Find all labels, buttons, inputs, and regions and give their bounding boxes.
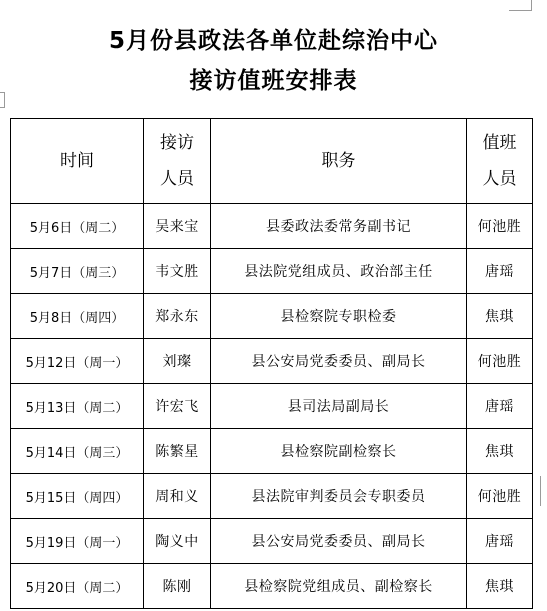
cell-name: 郑永东 <box>144 294 211 339</box>
margin-marker <box>540 476 545 506</box>
cell-date: 5月6日（周二） <box>11 204 144 249</box>
cell-name: 刘璨 <box>144 339 211 384</box>
cell-date: 5月13日（周二） <box>11 384 144 429</box>
cell-duty: 焦琪 <box>467 429 533 474</box>
schedule-table <box>10 118 533 609</box>
cell-duty: 唐瑶 <box>467 249 533 294</box>
table-row <box>11 384 533 429</box>
cell-date: 5月15日（周四） <box>11 474 144 519</box>
table-row <box>11 474 533 519</box>
cell-name: 许宏飞 <box>144 384 211 429</box>
table-row <box>11 339 533 384</box>
table-row <box>11 249 533 294</box>
cell-date: 5月20日（周二） <box>11 564 144 609</box>
page-title: 5月份县政法各单位赴综治中心 <box>108 28 438 54</box>
cell-position: 县公安局党委委员、副局长 <box>211 339 467 384</box>
cell-name: 陈繁星 <box>144 429 211 474</box>
cell-name: 陈刚 <box>144 564 211 609</box>
cell-position: 县法院审判委员会专职委员 <box>211 474 467 519</box>
cell-date: 5月7日（周三） <box>11 249 144 294</box>
cell-duty: 何池胜 <box>467 474 533 519</box>
cell-position: 县公安局党委委员、副局长 <box>211 519 467 564</box>
header-visitor-label: 接访人员 <box>160 133 194 189</box>
table-row <box>11 564 533 609</box>
cell-duty: 唐瑶 <box>467 384 533 429</box>
cell-date: 5月8日（周四） <box>11 294 144 339</box>
cell-duty: 焦琪 <box>467 294 533 339</box>
cell-duty: 何池胜 <box>467 204 533 249</box>
cell-duty: 焦琪 <box>467 564 533 609</box>
header-duty <box>467 119 533 204</box>
cell-position: 县法院党组成员、政治部主任 <box>211 249 467 294</box>
cell-date: 5月14日（周三） <box>11 429 144 474</box>
cell-position: 县检察院副检察长 <box>211 429 467 474</box>
cell-name: 陶义中 <box>144 519 211 564</box>
table-row <box>11 519 533 564</box>
cell-position: 县司法局副局长 <box>211 384 467 429</box>
cell-name: 吴来宝 <box>144 204 211 249</box>
cell-duty: 唐瑶 <box>467 519 533 564</box>
cell-date: 5月12日（周一） <box>11 339 144 384</box>
cell-name: 周和义 <box>144 474 211 519</box>
cell-position: 县委政法委常务副书记 <box>211 204 467 249</box>
header-position: 职务 <box>211 119 467 204</box>
cell-position: 县检察院专职检委 <box>211 294 467 339</box>
cell-date: 5月19日（周一） <box>11 519 144 564</box>
table-row <box>11 294 533 339</box>
header-time: 时间 <box>11 119 144 204</box>
header-visitor <box>144 119 211 204</box>
page-corner-mark <box>509 0 532 11</box>
cell-duty: 何池胜 <box>467 339 533 384</box>
cell-name: 韦文胜 <box>144 249 211 294</box>
table-row <box>11 204 533 249</box>
table-row <box>11 429 533 474</box>
cell-position: 县检察院党组成员、副检察长 <box>211 564 467 609</box>
header-duty-label: 值班人员 <box>482 133 517 189</box>
header-row <box>11 119 533 204</box>
page-subtitle: 接访值班安排表 <box>189 68 358 94</box>
